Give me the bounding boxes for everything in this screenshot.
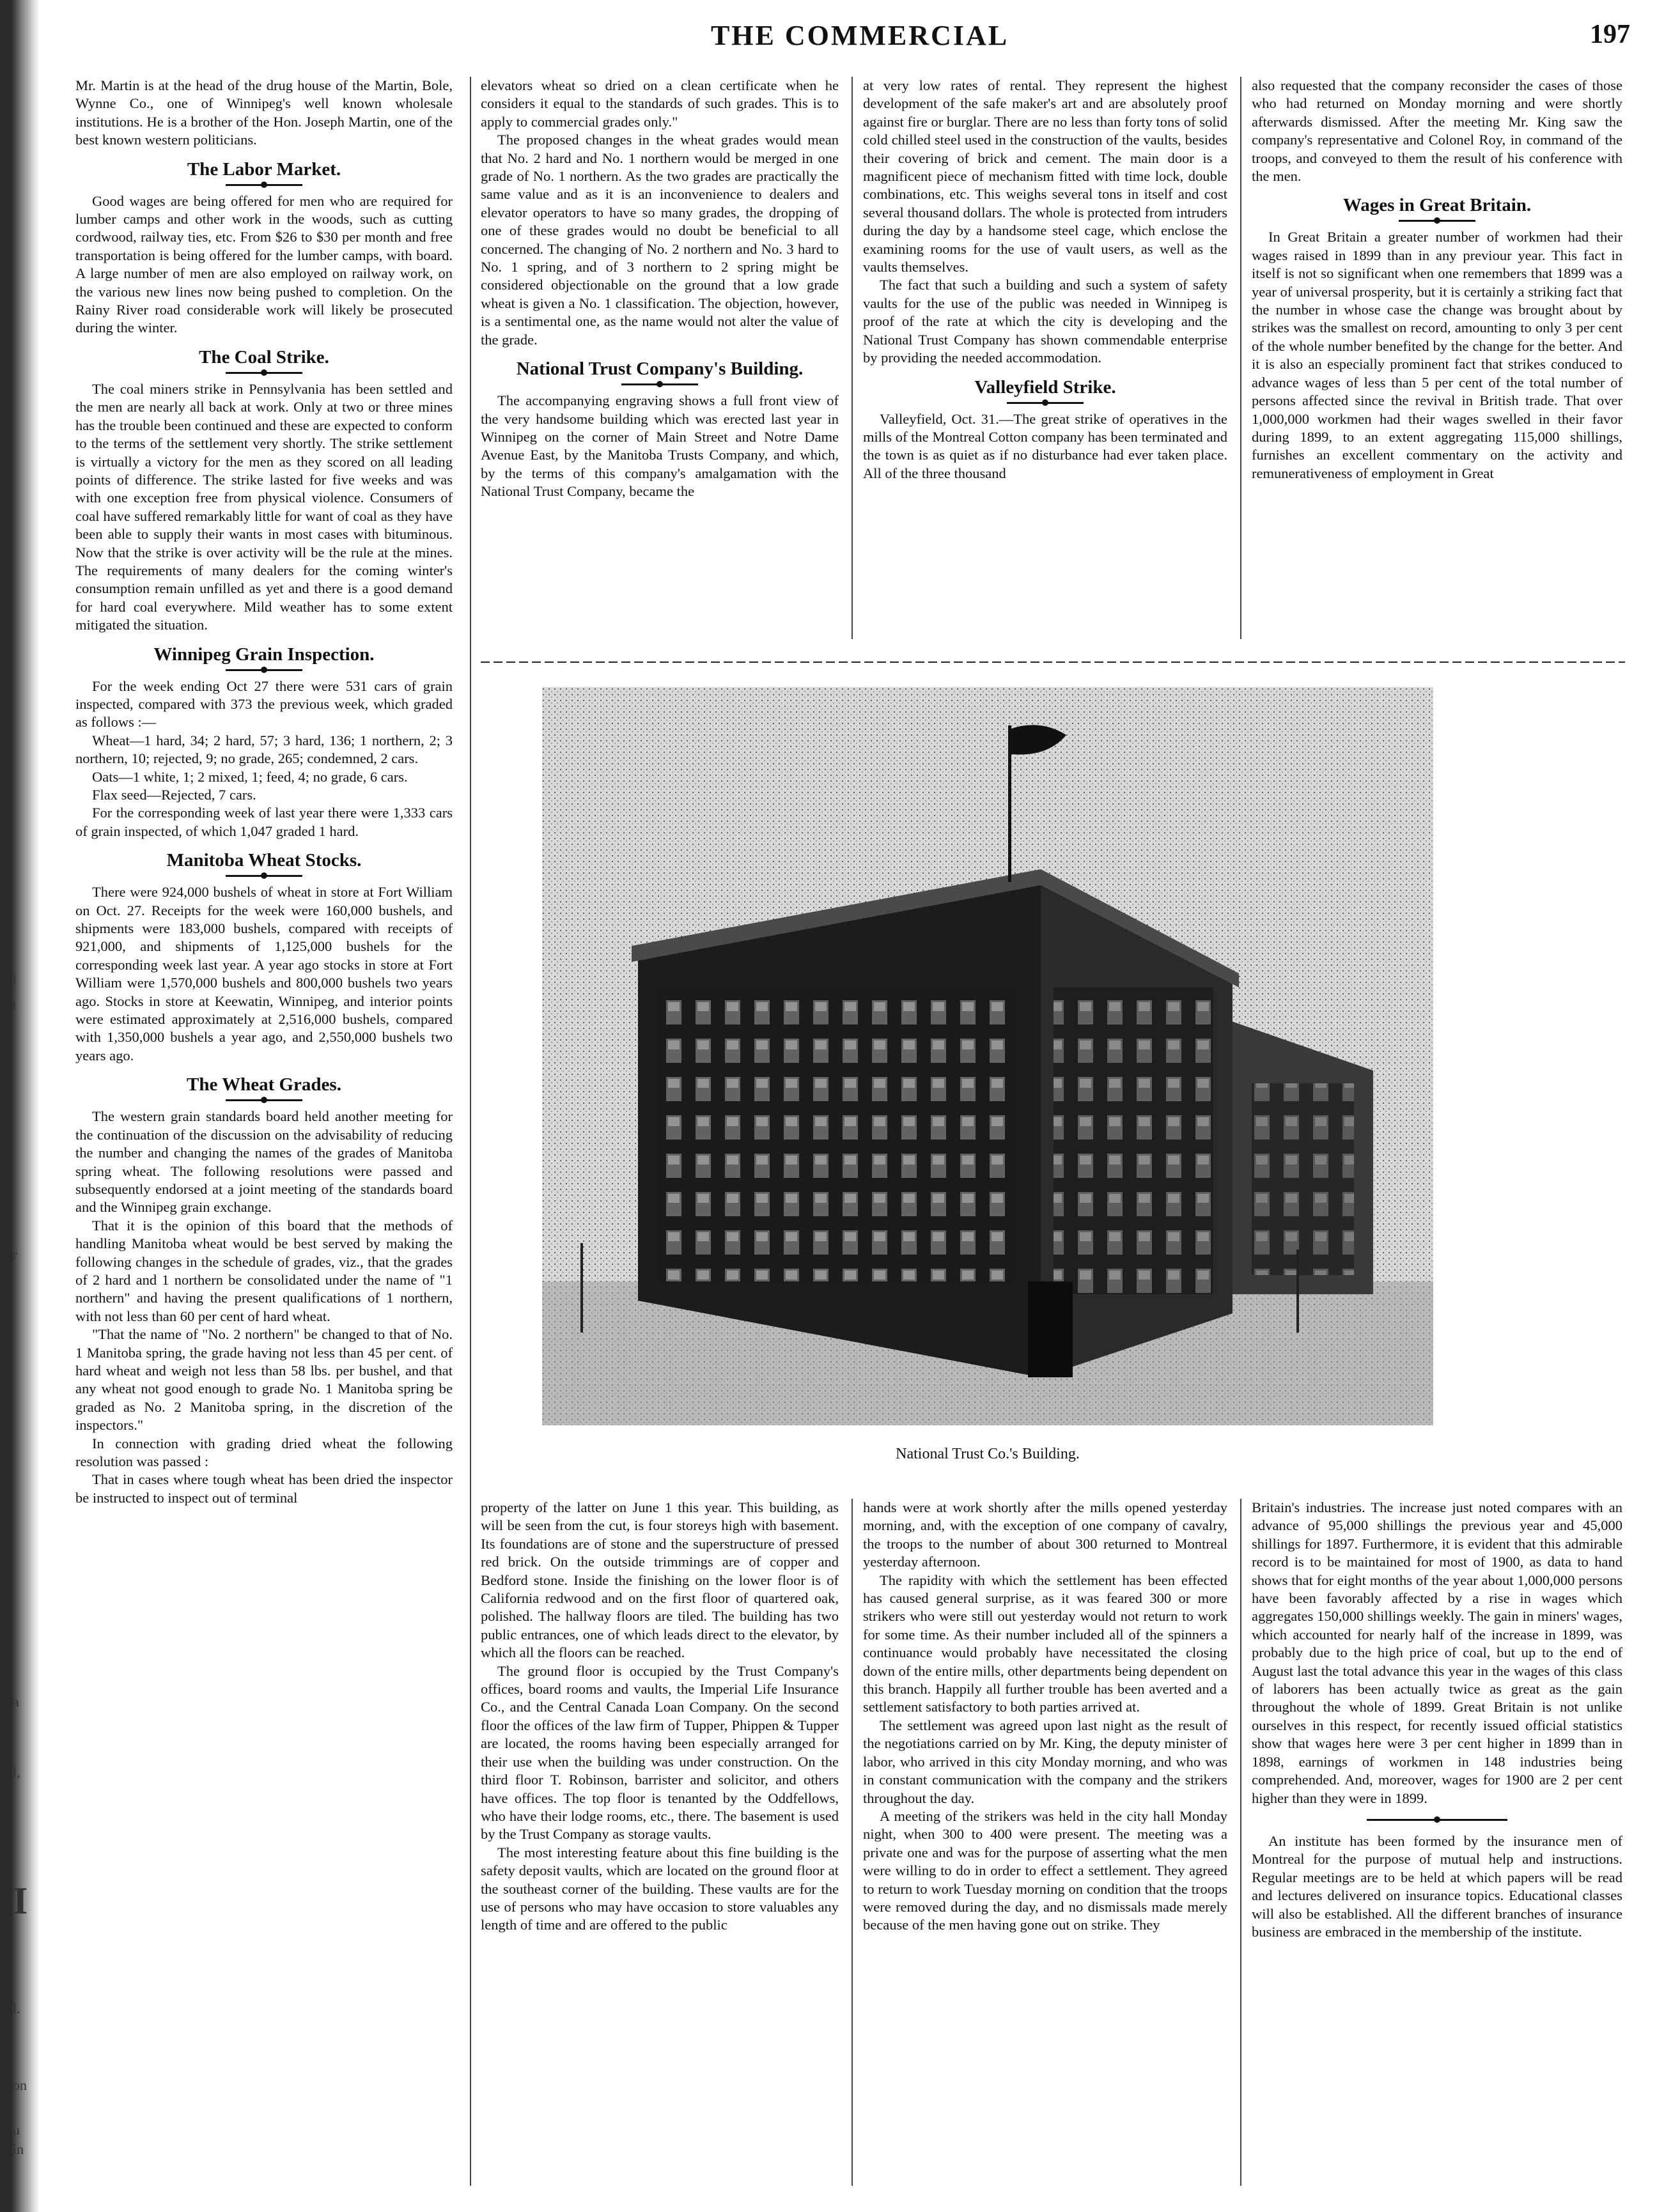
heading-coal-strike: The Coal Strike.	[199, 346, 329, 367]
heading-rule	[226, 1099, 302, 1101]
margin-marks	[13, 959, 38, 2173]
paragraph: elevators wheat so dried on a clean certificate when he considers it equal to the standards of such grades. This is to apply to commercial grades only."	[481, 77, 839, 130]
paragraph: The western grain standards board held another meeting for the continuation of the discussion on the advisability of reducing the number and changing the names of the grades of Manitoba spring wheat. The following resolutions were passed and subsequently endorsed at a joint meeting of the standards board and the Winnipeg grain exchange.	[75, 1108, 453, 1216]
margin-mark: l,	[13, 1764, 20, 1780]
paragraph: The most interesting feature about this fine building is the safety deposit vaults, which are located on the ground floor at the southeast corner of the building. These vaults are for the use of persons who may have occasion to store valuables any length of time and are offered to the public	[481, 1844, 839, 1933]
column-1	[75, 77, 453, 1507]
paragraph: The ground floor is occupied by the Trust Company's offices, board rooms and vaults, the Imperial Life Insurance Co., and the Central Canada Loan Company. On the second floor the offices of the law firm of Tupper, Phippen & Tupper are located, the rooms having been especially arranged for their use when the building was under construction. On the third floor T. Robinson, barrister and solicitor, and others have offices. The top floor is tenanted by the Oddfellows, who have their lodge rooms, etc., there. The basement is used by the Trust Company as storage vaults.	[481, 1662, 839, 1843]
heading-rule	[1007, 402, 1084, 404]
heading-rule	[1399, 220, 1475, 222]
margin-mark: t	[13, 997, 17, 1013]
paragraph: at very low rates of rental. They represent the highest development of the safe maker's art and are absolutely proof against fire or burglar. There are no less than forty tons of solid cold chilled steel used in the construction of the vaults, besides their covering of brick and cement. The main door is a magnificent piece of mechanism fitted with time lock, double combinations, etc. This weighs several tons in itself and cost several thousand dollars. The whole is protected from intruders during the day by a handsome steel cage, which enclose the examining rooms for the use of vault users, as well as the vaults themselves.	[863, 77, 1227, 275]
column-4-top	[1252, 77, 1622, 483]
heading-national-trust: National Trust Company's Building.	[516, 359, 804, 380]
column-rule	[1240, 77, 1241, 639]
column-3-bottom	[863, 1499, 1227, 1935]
heading-grain-inspection: Winnipeg Grain Inspection.	[153, 644, 375, 665]
margin-mark: r	[13, 1246, 18, 1262]
heading-wheat-grades: The Wheat Grades.	[187, 1074, 341, 1095]
paragraph: The settlement was agreed upon last night as the result of the negotiations carried on by Mr. King, the deputy minister of labor, who arrived in this city Monday morning, and who was in constant communication with the company and the strikers throughout the day.	[863, 1717, 1227, 1806]
heading-labor-market: The Labor Market.	[187, 159, 341, 180]
paragraph: That it is the opinion of this board that the methods of handling Manitoba wheat would be best served by making the following changes in the schedule of grades, viz., that the grades of 2 hard and 1 northern be consolidated under the name of "1 northern" and having the present qualifications of 1 northern, with not less than 60 per cent of hard wheat.	[75, 1217, 453, 1324]
heading-rule	[621, 383, 698, 385]
paragraph: Wheat—1 hard, 34; 2 hard, 57; 3 hard, 136; 1 northern, 2; 3 northern, 10; rejected, 9; no grade, 265; condemned, 2 cars.	[75, 732, 453, 767]
paragraph: That in cases where tough wheat has been dried the inspector be instructed to inspect out of terminal	[75, 1471, 453, 1506]
heading-wages-britain: Wages in Great Britain.	[1342, 195, 1532, 216]
paragraph: "That the name of "No. 2 northern" be changed to that of No. 1 Manitoba spring, the grade having not less than 45 per cent. of hard wheat and weigh not less than 58 lbs. per bushel, and that any wheat not good enough to grade No. 1 Manitoba spring be graded as No. 2 Manitoba spring, in the discretion of the inspectors."	[75, 1326, 453, 1434]
paragraph: The coal miners strike in Pennsylvania has been settled and the men are nearly all back at work. Only at two or three mines has the trouble been continued and these are expected to conform to the terms of the settlement very shortly. The strike settlement is virtually a victory for the men as they scored on all leading points of difference. The strike lasted for five weeks and was with one exception free from physical violence. Consumers of coal have suffered remarkably little for want of coal as they have been able to supply their wants in most cases with bituminous. Now that the strike is over activity will be the rule at the mines. The requirements of many dealers for the coming winter's consumption remain unfilled as yet and there is a good demand for hard coal everywhere. Mild weather has to some extent mitigated the situation.	[75, 380, 453, 633]
paragraph: There were 924,000 bushels of wheat in store at Fort William on Oct. 27. Receipts for the week were 160,000 bushels, and shipments were 183,000 bushels, compared with receipts of 921,000, and shipments of 1,125,000 bushels for the corresponding week last year. A year ago stocks in store at Fort William were 1,570,000 bushels and 800,000 bushels two years ago. Stocks in store at Keewatin, Winnipeg, and interior points were estimated approximately at 2,516,000 bushels, compared with 1,350,000 bushels a year ago, and 2,550,000 bushels two years ago.	[75, 884, 453, 1063]
paragraph: The accompanying engraving shows a full front view of the very handsome building which was erected last year in Winnipeg on the corner of Main Street and Notre Dame Avenue East, by the Manitoba Trusts Company, and which, by the terms of this company's amalgamation with the National Trust Company, became the	[481, 392, 839, 500]
building-illustration	[542, 687, 1433, 1425]
paragraph: hands were at work shortly after the mills opened yesterday morning, and, with the exception of one company of cavalry, the troops to the number of about 300 returned to Montreal yesterday afternoon.	[863, 1499, 1227, 1570]
paragraph: For the corresponding week of last year there were 1,333 cars of grain inspected, of which 1,047 graded 1 hard.	[75, 805, 453, 839]
heading-wheat-stocks: Manitoba Wheat Stocks.	[166, 850, 362, 871]
page-number: 197	[1590, 20, 1630, 49]
paragraph: The fact that such a building and such a system of safety vaults for the use of the public was needed in Winnipeg is proof of the rate at which the city is developing and the National Trust Company has shown commendable enterprise by providing the needed accommodation.	[863, 277, 1227, 366]
paragraph: For the week ending Oct 27 there were 531 cars of grain inspected, compared with 373 the previous week, which graded as follows :—	[75, 677, 453, 731]
column-rule	[470, 77, 471, 2186]
column-rule	[1240, 1499, 1241, 2186]
paragraph: Good wages are being offered for men who are required for lumber camps and other work in the woods, such as cutting cordwood, railway ties, etc. From $26 to $30 per month and free transportation is being offered for the lumber camps, with board. A large number of men are also employed on railway work, on the various new lines now being pushed to completion. On the Rainy River road considerable work will likely be prosecuted during the winter.	[75, 192, 453, 336]
heading-rule	[226, 372, 302, 374]
building-engraving	[542, 687, 1433, 1425]
column-2-top	[481, 77, 839, 501]
figure-caption: National Trust Co.'s Building.	[896, 1446, 1080, 1462]
section-separator	[481, 661, 1625, 663]
paragraph: Britain's industries. The increase just noted compares with an advance of 95,000 shillings the previous year and 45,000 shillings for 1897. Furthermore, it is evident that this admirable record is to be maintained for most of 1900, as data to hand shows that for eight months of the year about 1,000,000 persons have been favorably affected by a rise in wages which aggregates 150,000 shillings weekly. The gain in miners' wages, which accounted for nearly half of the increase in 1899, was probably due to the high price of coal, but up to the end of August last the total advance this year in the wages of this class of laborers has been actually twice as great as the gain throughout the whole of 1899. Great Britain is not unlike ourselves in this respect, for recently issued official statistics show that wages here were 3 per cent higher in 1899 than in 1898, earnings of workmen in 148 industries being comprehended. And, moreover, wages for 1900 are 2 per cent higher than they were in 1899.	[1252, 1499, 1622, 1806]
column-3-top	[863, 77, 1227, 483]
margin-mark: l.	[13, 2000, 20, 2016]
paragraph: property of the latter on June 1 this year. This building, as will be seen from the cut, is four storeys high with basement. Its foundations are of stone and the superstructure of pressed red brick. On the outside trimmings are of copper and Bedford stone. Inside the finishing on the lower floor is of California redwood and on the first floor of quartered oak, polished. The hallway floors are tiled. The building has two public entrances, one of which leads direct to the elevator, by which all the floors can be reached.	[481, 1499, 839, 1661]
paragraph: Valleyfield, Oct. 31.—The great strike of operatives in the mills of the Montreal Cotton company has been terminated and the town is as quiet as if no disturbance had ever taken place. All of the three thousand	[863, 410, 1227, 481]
paragraph: The proposed changes in the wheat grades would mean that No. 2 hard and No. 1 northern would be merged in one grade of No. 1 northern. As the two grades are practically the same value and as it is an inconvenience to dealers and elevator operators to have so many grades, the dropping of one of these grades would no doubt be beneficial to all concerned. The changing of No. 2 northern and No. 3 hard to No. 1 spring, and of 3 northern to 2 spring might be considered objectionable on the ground that a low grade wheat is given a No. 1 classification. The objection, however, is a sentimental one, as the name would not alter the value of the grade.	[481, 132, 839, 348]
section-rule	[1367, 1819, 1507, 1821]
column-4-bottom	[1252, 1499, 1622, 1941]
margin-mark: l	[13, 971, 17, 987]
paragraph: The rapidity with which the settlement has been effected has caused general surprise, as it was feared 300 or more strikers who were still out yesterday would not return to work for some time. As their number included all of the spinners a continuance would probably have necessitated the closing down of the entire mills, other departments being dependent on this branch. Happily all further trouble has been averted and a settlement satisfactory to both parties arrived at.	[863, 1572, 1227, 1715]
heading-rule	[226, 184, 302, 186]
margin-mark: I	[13, 1880, 28, 1922]
margin-mark: on	[13, 2077, 27, 2093]
margin-mark: in	[13, 2141, 24, 2157]
paragraph: also requested that the company reconsider the cases of those who had returned on Monday morning and were shortly afterwards dismissed. After the meeting Mr. King saw the company's representative and Colonel Roy, in command of the troops, and conveyed to them the result of his conference with the men.	[1252, 77, 1622, 185]
paragraph: An institute has been formed by the insurance men of Montreal for the purpose of mutual help and instructions. Regular meetings are to be held at which papers will be read and lectures delivered on insurance topics. Educational classes will also be established. All the different branches of insurance business are embraced in the membership of the institute.	[1252, 1832, 1622, 1940]
running-title: THE COMMERCIAL	[710, 20, 1009, 51]
paragraph: In Great Britain a greater number of workmen had their wages raised in 1899 than in any previour year. This fact in itself is not so significant when one remembers that 1899 was a year of universal prosperity, but it is certainly a striking fact that the number in whose case the change was brought about by strikes was the smallest on record, amounting to only 3 per cent of the whole number benefited by the change for the better. And it is also an especially prominent fact that strikes conduced to advance wages of less than 5 per cent of the total number of persons affected since the revival in British trade. That over 1,000,000 workmen had their wages swelled in their favor during 1899, to an extent aggregating 115,000 shillings, furnishes an excellent commentary on the activity and remunerativeness of employment in Great	[1252, 229, 1622, 481]
margin-mark: a	[13, 1694, 19, 1710]
paragraph: In connection with grading dried wheat the following resolution was passed :	[75, 1435, 453, 1469]
paragraph: A meeting of the strikers was held in the city hall Monday night, when 300 to 400 were present. The meeting was a private one and was for the purpose of asserting what the men were willing to do in order to effect a settlement. They agreed to return to work Tuesday morning on condition that the troops were removed during the day, and no dismissals made merely because of the men having gone out on strike. They	[863, 1807, 1227, 1933]
paragraph: Mr. Martin is at the head of the drug house of the Martin, Bole, Wynne Co., one of Winnipeg's well known wholesale institutions. He is a brother of the Hon. Joseph Martin, one of the best known western politicians.	[75, 77, 453, 148]
page-header	[77, 19, 1643, 64]
heading-rule	[226, 669, 302, 671]
heading-valleyfield-strike: Valleyfield Strike.	[974, 376, 1116, 398]
column-rule	[852, 77, 853, 639]
margin-mark: u	[13, 2122, 20, 2138]
paragraph: Flax seed—Rejected, 7 cars.	[92, 787, 256, 803]
column-2-bottom	[481, 1499, 839, 1935]
paragraph: Oats—1 white, 1; 2 mixed, 1; feed, 4; no grade, 6 cars.	[92, 768, 408, 785]
column-rule	[852, 1499, 853, 2186]
heading-rule	[226, 875, 302, 877]
